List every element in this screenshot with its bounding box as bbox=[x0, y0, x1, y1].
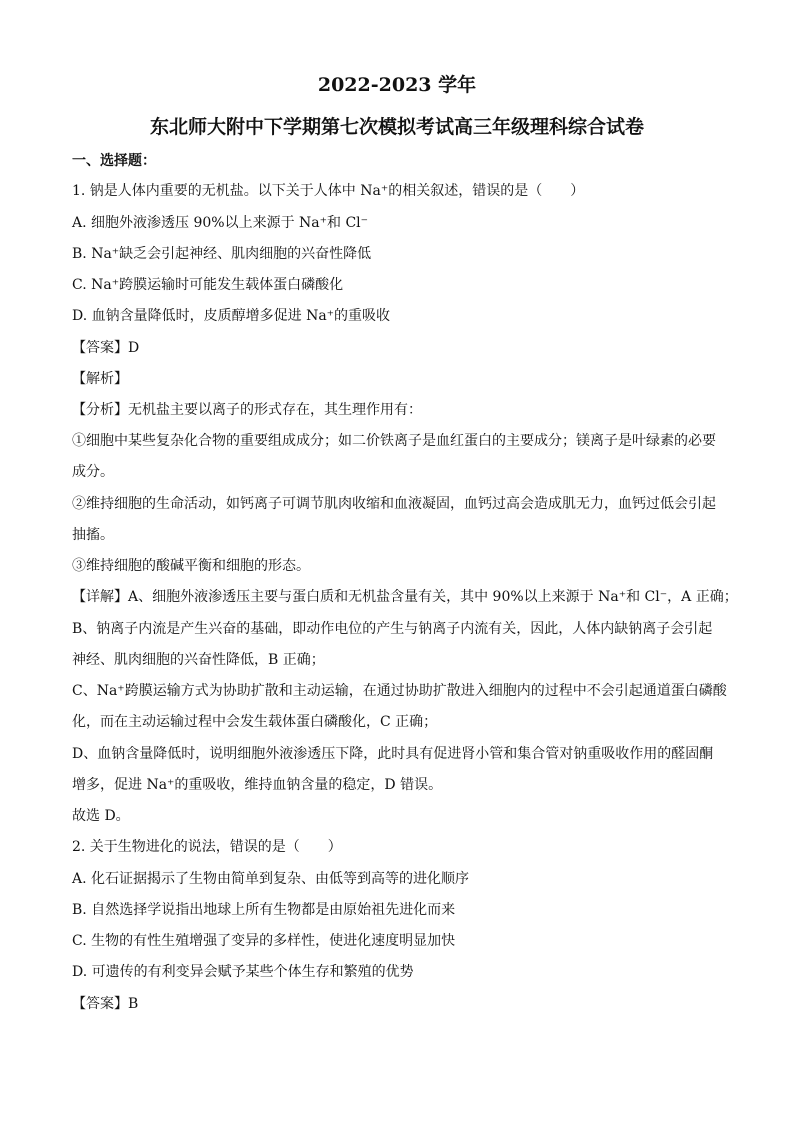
q1-detail-line: 增多，促进 Na⁺的重吸收，维持血钠含量的稳定，D 错误。 bbox=[72, 777, 443, 793]
q1-option-c: C. Na⁺跨膜运输时可能发生载体蛋白磷酸化 bbox=[72, 277, 344, 293]
q1-conclusion: 故选 D。 bbox=[72, 808, 130, 824]
q2-stem: 2. 关于生物进化的说法，错误的是（ ） bbox=[72, 839, 342, 855]
q1-stem: 1. 钠是人体内重要的无机盐。以下关于人体中 Na⁺的相关叙述，错误的是（ ） bbox=[72, 183, 585, 199]
q1-analysis-line: 【分析】无机盐主要以离子的形式存在，其生理作用有： bbox=[72, 402, 422, 418]
q2-answer: 【答案】B bbox=[72, 996, 139, 1012]
q1-option-b: B. Na⁺缺乏会引起神经、肌肉细胞的兴奋性降低 bbox=[72, 246, 372, 262]
q1-detail-line: 化，而在主动运输过程中会发生载体蛋白磷酸化，C 正确； bbox=[72, 714, 438, 730]
q2-option-d: D. 可遗传的有利变异会赋予某些个体生存和繁殖的优势 bbox=[72, 964, 414, 980]
q1-detail-line: 【详解】A、细胞外液渗透压主要与蛋白质和无机盐含量有关，其中 90%以上来源于 Na⁺和 Cl⁻，A 正确； bbox=[72, 589, 738, 605]
exam-title: 东北师大附中下学期第七次模拟考试高三年级理科综合试卷 bbox=[149, 116, 644, 138]
q1-analysis-line: 成分。 bbox=[72, 464, 114, 480]
q1-answer: 【答案】D bbox=[72, 340, 140, 356]
q1-detail-line: 神经、肌肉细胞的兴奋性降低，B 正确； bbox=[72, 652, 325, 668]
q1-option-d: D. 血钠含量降低时，皮质醇增多促进 Na⁺的重吸收 bbox=[72, 308, 391, 324]
q1-detail-line: C、Na⁺跨膜运输方式为协助扩散和主动运输，在通过协助扩散进入细胞内的过程中不会引起通道蛋白磷酸 bbox=[72, 683, 727, 699]
q1-detail-line: D、血钠含量降低时，说明细胞外液渗透压下降，此时具有促进肾小管和集合管对钠重吸收作用的醛固酮 bbox=[72, 746, 714, 762]
q2-option-a: A. 化石证据揭示了生物由简单到复杂、由低等到高等的进化顺序 bbox=[72, 871, 470, 887]
q1-analysis-line: ②维持细胞的生命活动，如钙离子可调节肌肉收缩和血液凝固，血钙过高会造成肌无力，血钙过低会引起 bbox=[72, 496, 716, 512]
q1-analysis-line: ③维持细胞的酸碱平衡和细胞的形态。 bbox=[72, 558, 310, 574]
q1-option-a: A. 细胞外液渗透压 90%以上来源于 Na⁺和 Cl⁻ bbox=[72, 215, 369, 231]
q2-option-b: B. 自然选择学说指出地球上所有生物都是由原始祖先进化而来 bbox=[72, 902, 456, 918]
q2-option-c: C. 生物的有性生殖增强了变异的多样性，使进化速度明显加快 bbox=[72, 933, 456, 949]
q1-analysis-line: 抽搐。 bbox=[72, 527, 114, 543]
q1-analysis-line: ①细胞中某些复杂化合物的重要组成成分；如二价铁离子是血红蛋白的主要成分；镁离子是叶绿素的必要 bbox=[72, 433, 716, 449]
section-heading: 一、选择题： bbox=[72, 153, 156, 169]
q1-analysis-label: 【解析】 bbox=[72, 371, 128, 387]
exam-year-title: 2022-2023 学年 bbox=[317, 74, 477, 96]
q1-detail-line: B、钠离子内流是产生兴奋的基础，即动作电位的产生与钠离子内流有关，因此，人体内缺钠离子会引起 bbox=[72, 621, 713, 637]
